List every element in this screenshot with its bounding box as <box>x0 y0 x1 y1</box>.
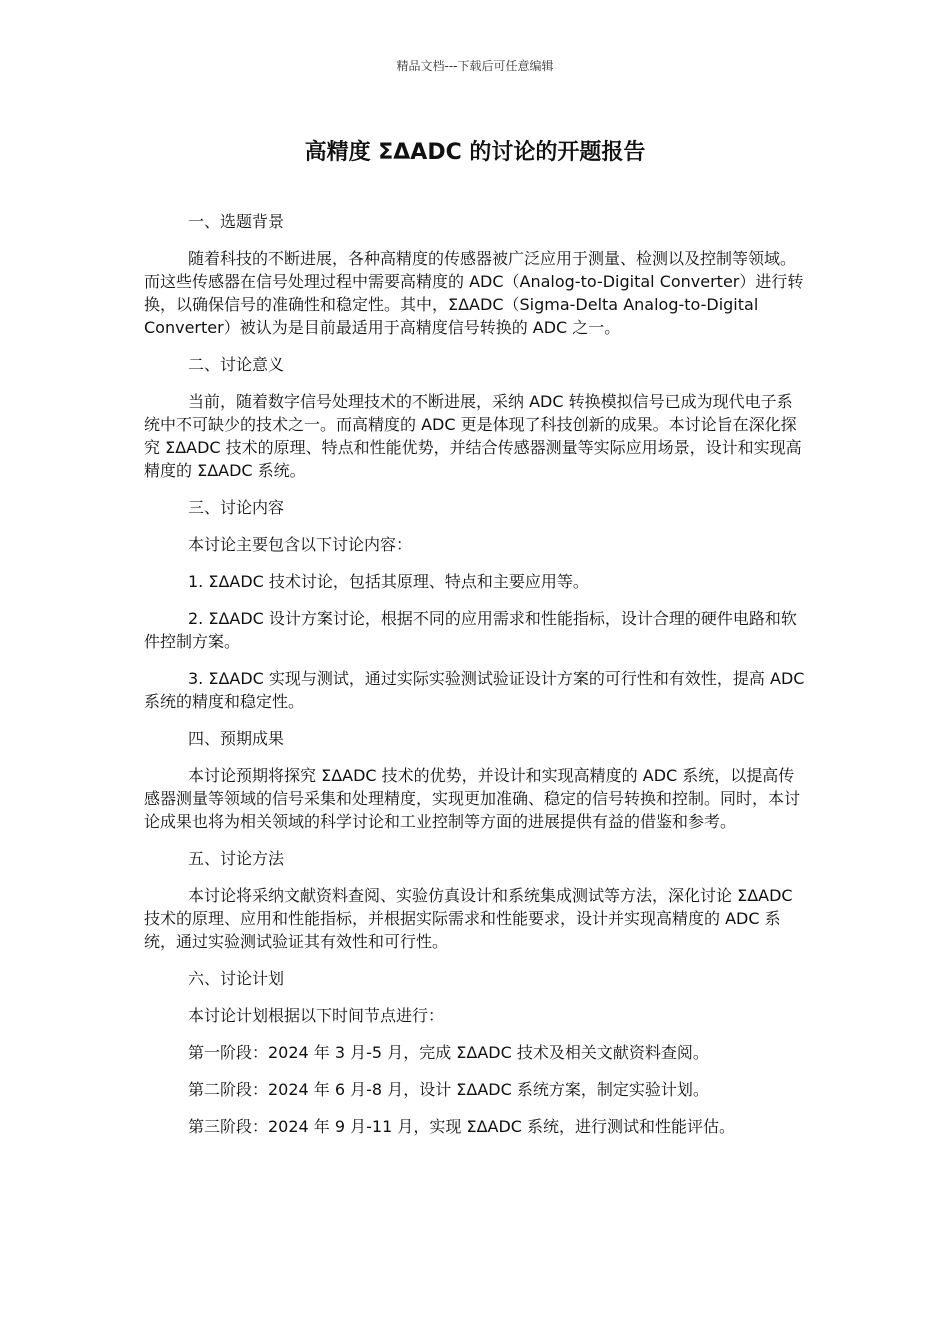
list-item-content-3: 3. ΣΔADC 实现与测试，通过实际实验测试验证设计方案的可行性和有效性，提高 ADC 系统的精度和稳定性。 <box>144 669 805 711</box>
paragraph-content-intro: 本讨论主要包含以下讨论内容： <box>188 535 413 554</box>
section-heading-background: 一、选题背景 <box>188 212 285 231</box>
document-title: 高精度 ΣΔADC 的讨论的开题报告 <box>304 140 646 165</box>
section-heading-outcomes: 四、预期成果 <box>188 729 285 748</box>
paragraph-methods: 本讨论将采纳文献资料查阅、实验仿真设计和系统集成测试等方法，深化讨论 ΣΔADC 技术的原理、应用和性能指标，并根据实际需求和性能要求，设计并实现高精度的 ADC 系统，通过实验测试验证其有效性和可行性。 <box>144 886 793 951</box>
document-body <box>144 210 806 1152</box>
paragraph-background: 随着科技的不断进展，各种高精度的传感器被广泛应用于测量、检测以及控制等领域。而这些传感器在信号处理过程中需要高精度的 ADC（Analog-to-Digital Converter）进行转换，以确保信号的准确性和稳定性。其中，ΣΔADC（Sigma-Delta Analog-to-Digital Converter）被认为是目前最适用于高精度信号转换的 ADC 之一。 <box>144 249 804 337</box>
plan-stage-3: 第三阶段：2024 年 9 月-11 月，实现 ΣΔADC 系统，进行测试和性能评估。 <box>188 1117 736 1136</box>
section-heading-plan: 六、讨论计划 <box>188 969 285 988</box>
plan-stage-2: 第二阶段：2024 年 6 月-8 月，设计 ΣΔADC 系统方案，制定实验计划。 <box>188 1080 709 1099</box>
paragraph-significance: 当前，随着数字信号处理技术的不断进展，采纳 ADC 转换模拟信号已成为现代电子系统中不可缺少的技术之一。而高精度的 ADC 更是体现了科技创新的成果。本讨论旨在深化探究 ΣΔADC 技术的原理、特点和性能优势，并结合传感器测量等实际应用场景，设计和实现高精度的 ΣΔADC 系统。 <box>144 392 802 480</box>
paragraph-plan-intro: 本讨论计划根据以下时间节点进行： <box>188 1006 445 1025</box>
section-heading-methods: 五、讨论方法 <box>188 849 285 868</box>
list-item-content-2: 2. ΣΔADC 设计方案讨论，根据不同的应用需求和性能指标，设计合理的硬件电路和软件控制方案。 <box>144 609 797 651</box>
section-heading-content: 三、讨论内容 <box>188 498 285 517</box>
section-heading-significance: 二、讨论意义 <box>188 355 285 374</box>
paragraph-outcomes: 本讨论预期将探究 ΣΔADC 技术的优势，并设计和实现高精度的 ADC 系统，以提高传感器测量等领域的信号采集和处理精度，实现更加准确、稳定的信号转换和控制。同时，本讨论成果也将为相关领域的科学讨论和工业控制等方面的进展提供有益的借鉴和参考。 <box>144 766 801 831</box>
plan-stage-1: 第一阶段：2024 年 3 月-5 月，完成 ΣΔADC 技术及相关文献资料查阅。 <box>188 1043 709 1062</box>
header-note: 精品文档---下载后可任意编辑 <box>396 59 554 73</box>
list-item-content-1: 1. ΣΔADC 技术讨论，包括其原理、特点和主要应用等。 <box>188 572 589 591</box>
